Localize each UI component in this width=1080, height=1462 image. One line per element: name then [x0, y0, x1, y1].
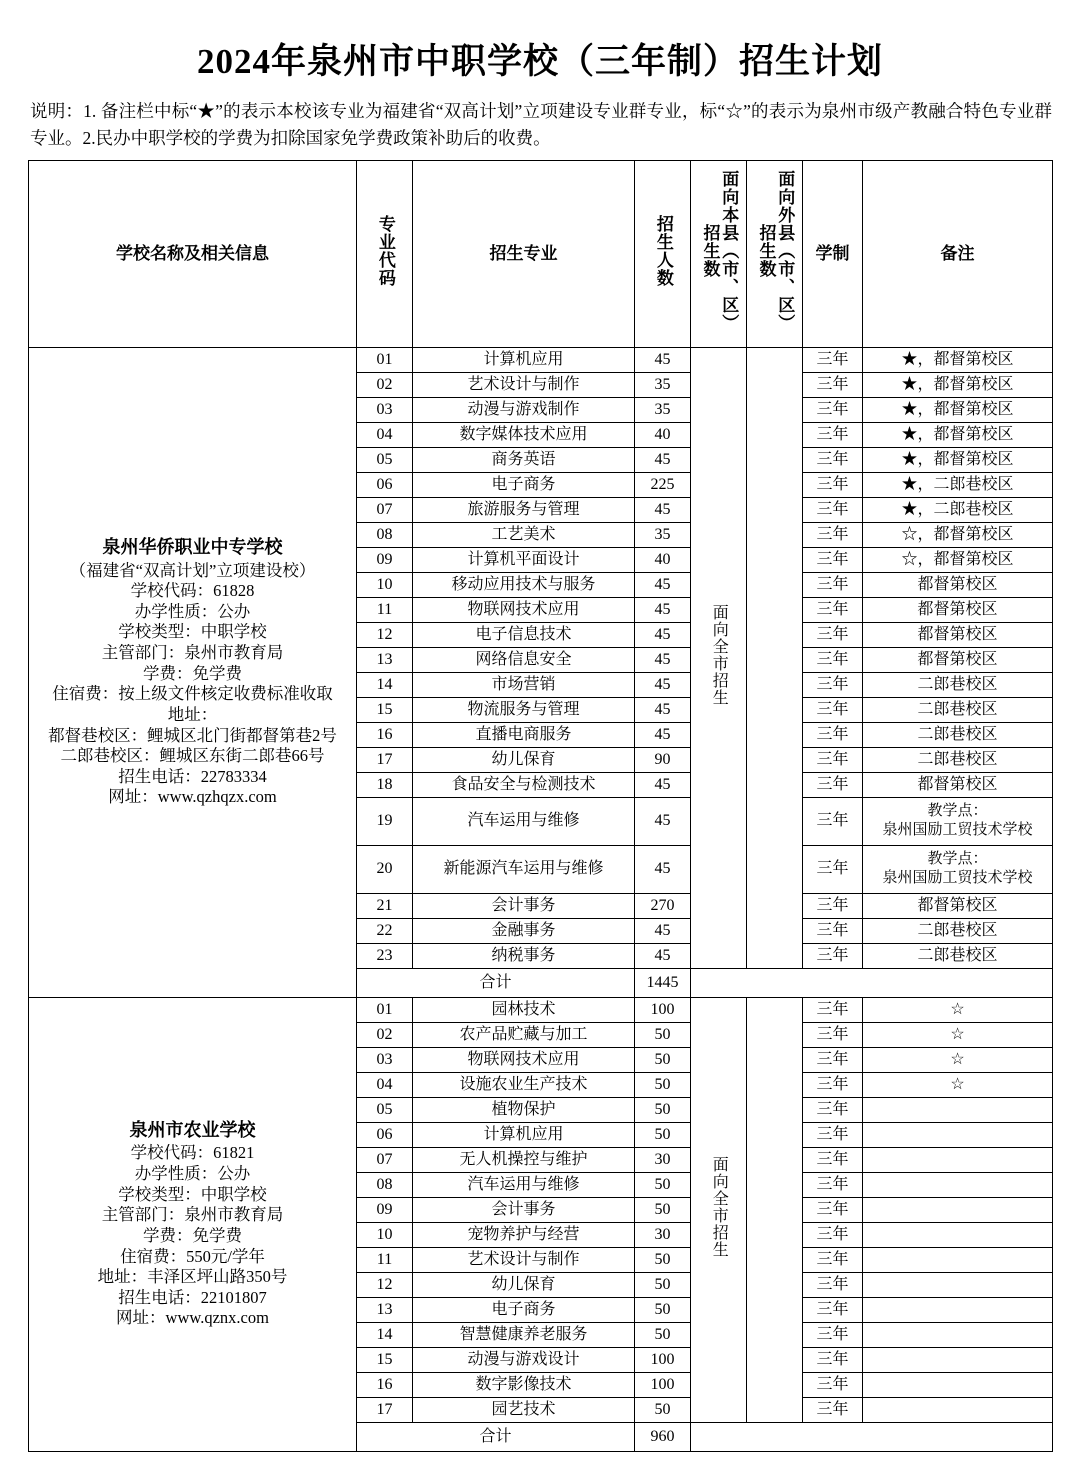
- cell-major-code: 05: [357, 1097, 413, 1122]
- cell-remark: [863, 1147, 1053, 1172]
- cell-enroll-count: 90: [635, 747, 691, 772]
- cell-major-code: 04: [357, 1072, 413, 1097]
- cell-major-code: 09: [357, 1197, 413, 1222]
- cell-remark: 教学点： 泉州国励工贸技术学校: [863, 845, 1053, 893]
- cell-remark: ☆: [863, 1022, 1053, 1047]
- header-major: 招生专业: [413, 161, 635, 347]
- cell-years: 三年: [803, 1397, 863, 1422]
- cell-years: 三年: [803, 1072, 863, 1097]
- cell-major-name: 汽车运用与维修: [413, 797, 635, 845]
- header-out-county: 面向外县（市、区）招生数: [747, 161, 803, 347]
- cell-enroll-count: 45: [635, 597, 691, 622]
- cell-major-name: 市场营销: [413, 672, 635, 697]
- page-title: 2024年泉州市中职学校（三年制）招生计划: [196, 42, 883, 81]
- cell-major-code: 13: [357, 1297, 413, 1322]
- cell-major-code: 16: [357, 1372, 413, 1397]
- cell-major-name: 食品安全与检测技术: [413, 772, 635, 797]
- cell-major-code: 04: [357, 422, 413, 447]
- cell-years: 三年: [803, 547, 863, 572]
- cell-major-code: 03: [357, 1047, 413, 1072]
- cell-major-name: 会计事务: [413, 1197, 635, 1222]
- cell-enroll-count: 35: [635, 522, 691, 547]
- cell-major-code: 14: [357, 1322, 413, 1347]
- cell-remark: 教学点： 泉州国励工贸技术学校: [863, 797, 1053, 845]
- cell-enroll-count: 50: [635, 1297, 691, 1322]
- cell-enroll-count: 45: [635, 918, 691, 943]
- cell-enroll-count: 50: [635, 1247, 691, 1272]
- cell-major-code: 08: [357, 1172, 413, 1197]
- cell-major-code: 23: [357, 943, 413, 968]
- cell-enroll-count: 100: [635, 1347, 691, 1372]
- cell-enroll-count: 45: [635, 943, 691, 968]
- cell-enroll-count: 30: [635, 1222, 691, 1247]
- cell-enroll-count: 50: [635, 1022, 691, 1047]
- cell-remark: ☆，都督第校区: [863, 547, 1053, 572]
- cell-remark: ☆: [863, 1047, 1053, 1072]
- cell-major-code: 10: [357, 1222, 413, 1247]
- cell-years: 三年: [803, 943, 863, 968]
- cell-major-name: 数字影像技术: [413, 1372, 635, 1397]
- cell-years: 三年: [803, 1022, 863, 1047]
- cell-enroll-count: 50: [635, 1322, 691, 1347]
- cell-years: 三年: [803, 522, 863, 547]
- total-label: 合计: [357, 1422, 635, 1451]
- cell-remark: ☆，都督第校区: [863, 522, 1053, 547]
- cell-years: 三年: [803, 472, 863, 497]
- table-row: [29, 997, 1053, 1022]
- cell-years: 三年: [803, 845, 863, 893]
- school-info-line: 主管部门：泉州市教育局: [101, 643, 284, 662]
- school-info-line: 住宿费：按上级文件核定收费标准收取: [52, 684, 333, 704]
- cell-remark: [863, 1222, 1053, 1247]
- cell-major-code: 03: [357, 397, 413, 422]
- cell-years: 三年: [803, 747, 863, 772]
- school-info-line: 二郎巷校区：鲤城区东街二郎巷66号: [60, 746, 325, 766]
- cell-enroll-count: 45: [635, 572, 691, 597]
- cell-remark: 二郎巷校区: [863, 943, 1053, 968]
- cell-years: 三年: [803, 1297, 863, 1322]
- cell-remark: 都督第校区: [863, 572, 1053, 597]
- cell-major-name: 设施农业生产技术: [413, 1072, 635, 1097]
- cell-years: 三年: [803, 1222, 863, 1247]
- cell-major-code: 02: [357, 1022, 413, 1047]
- cell-enroll-count: 45: [635, 447, 691, 472]
- cell-remark: 都督第校区: [863, 893, 1053, 918]
- school-info-line: 学费：免学费: [143, 663, 242, 683]
- cell-major-name: 工艺美术: [413, 522, 635, 547]
- cell-remark: [863, 1397, 1053, 1422]
- cell-remark: ★，都督第校区: [863, 372, 1053, 397]
- cell-remark: 都督第校区: [863, 597, 1053, 622]
- cell-remark: 二郎巷校区: [863, 697, 1053, 722]
- cell-major-name: 园艺技术: [413, 1397, 635, 1422]
- cell-years: 三年: [803, 1347, 863, 1372]
- cell-major-code: 20: [357, 845, 413, 893]
- cell-enroll-count: 40: [635, 547, 691, 572]
- school-info-line: 办学性质：公办: [134, 601, 251, 621]
- header-count: 招生人数: [635, 161, 691, 347]
- cell-remark: [863, 1247, 1053, 1272]
- cell-major-code: 01: [357, 997, 413, 1022]
- cell-major-name: 园林技术: [413, 997, 635, 1022]
- cell-years: 三年: [803, 1197, 863, 1222]
- cell-major-code: 17: [357, 1397, 413, 1422]
- header-school: 学校名称及相关信息: [29, 161, 357, 347]
- total-value: 960: [635, 1422, 691, 1451]
- school-info-line: 网址：www.qzhqzx.com: [108, 787, 277, 807]
- cell-enroll-count: 35: [635, 397, 691, 422]
- school-info-line: 招生电话：22783334: [118, 766, 267, 786]
- cell-enroll-count: 45: [635, 497, 691, 522]
- cell-years: 三年: [803, 722, 863, 747]
- school-info-line: 招生电话：22101807: [118, 1287, 267, 1307]
- cell-enroll-count: 50: [635, 1172, 691, 1197]
- cell-major-name: 无人机操控与维护: [413, 1147, 635, 1172]
- cell-major-code: 02: [357, 372, 413, 397]
- cell-enroll-count: 100: [635, 1372, 691, 1397]
- cell-remark: [863, 1297, 1053, 1322]
- school-info-line: 都督巷校区：鲤城区北门街都督第巷2号: [48, 725, 337, 745]
- header-remark: 备注: [863, 161, 1053, 347]
- cell-years: 三年: [803, 1097, 863, 1122]
- cell-major-name: 物流服务与管理: [413, 697, 635, 722]
- cell-enroll-count: 225: [635, 472, 691, 497]
- cell-major-code: 07: [357, 497, 413, 522]
- cell-enroll-count: 45: [635, 647, 691, 672]
- cell-major-name: 智慧健康养老服务: [413, 1322, 635, 1347]
- school-info-line: 学校类型：中职学校: [118, 622, 267, 642]
- cell-years: 三年: [803, 347, 863, 372]
- cell-remark: ★，二郎巷校区: [863, 472, 1053, 497]
- cell-years: 三年: [803, 597, 863, 622]
- school-info-cell: [29, 997, 357, 1451]
- cell-major-name: 艺术设计与制作: [413, 372, 635, 397]
- school-info-cell: [29, 347, 357, 997]
- cell-enroll-count: 45: [635, 797, 691, 845]
- cell-enroll-count: 50: [635, 1072, 691, 1097]
- cell-years: 三年: [803, 447, 863, 472]
- cell-major-code: 11: [357, 1247, 413, 1272]
- cell-enroll-count: 30: [635, 1147, 691, 1172]
- cell-major-code: 21: [357, 893, 413, 918]
- cell-years: 三年: [803, 1122, 863, 1147]
- cell-years: 三年: [803, 1372, 863, 1397]
- cell-major-code: 19: [357, 797, 413, 845]
- cell-years: 三年: [803, 893, 863, 918]
- school-info-line: （福建省“双高计划”立项建设校）: [69, 560, 316, 580]
- cell-years: 三年: [803, 572, 863, 597]
- cell-major-code: 15: [357, 1347, 413, 1372]
- cell-major-code: 22: [357, 918, 413, 943]
- cell-enroll-count: 45: [635, 622, 691, 647]
- header-code: 专业代码: [357, 161, 413, 347]
- cell-major-name: 物联网技术应用: [413, 1047, 635, 1072]
- school-info-line: 地址：丰泽区坪山路350号: [97, 1267, 288, 1287]
- cell-enroll-count: 45: [635, 845, 691, 893]
- cell-major-name: 物联网技术应用: [413, 597, 635, 622]
- cell-major-code: 01: [357, 347, 413, 372]
- cell-remark: [863, 1272, 1053, 1297]
- cell-remark: [863, 1097, 1053, 1122]
- cell-major-code: 12: [357, 1272, 413, 1297]
- cell-enroll-count: 270: [635, 893, 691, 918]
- cell-years: 三年: [803, 1147, 863, 1172]
- cell-enroll-count: 50: [635, 1097, 691, 1122]
- cell-remark: ☆: [863, 997, 1053, 1022]
- cell-enroll-count: 45: [635, 697, 691, 722]
- cell-major-code: 08: [357, 522, 413, 547]
- cell-enroll-scope: 面向全市招生: [691, 997, 747, 1422]
- cell-enroll-count: 50: [635, 1272, 691, 1297]
- cell-enroll-count: 45: [635, 347, 691, 372]
- cell-years: 三年: [803, 372, 863, 397]
- cell-major-name: 纳税事务: [413, 943, 635, 968]
- cell-remark: 都督第校区: [863, 622, 1053, 647]
- cell-years: 三年: [803, 647, 863, 672]
- cell-remark: [863, 1197, 1053, 1222]
- cell-remark: ★，都督第校区: [863, 447, 1053, 472]
- cell-remark: 二郎巷校区: [863, 918, 1053, 943]
- cell-years: 三年: [803, 1172, 863, 1197]
- cell-major-name: 动漫与游戏设计: [413, 1347, 635, 1372]
- cell-major-name: 幼儿保育: [413, 1272, 635, 1297]
- cell-major-code: 05: [357, 447, 413, 472]
- cell-enroll-count: 35: [635, 372, 691, 397]
- cell-major-name: 汽车运用与维修: [413, 1172, 635, 1197]
- cell-enroll-count: 50: [635, 1047, 691, 1072]
- cell-major-name: 新能源汽车运用与维修: [413, 845, 635, 893]
- cell-years: 三年: [803, 918, 863, 943]
- cell-major-name: 金融事务: [413, 918, 635, 943]
- total-value: 1445: [635, 968, 691, 997]
- cell-years: 三年: [803, 622, 863, 647]
- school-info-line: 办学性质：公办: [134, 1164, 251, 1184]
- total-blank: [691, 1422, 1053, 1451]
- cell-enroll-count: 50: [635, 1122, 691, 1147]
- cell-major-code: 13: [357, 647, 413, 672]
- cell-years: 三年: [803, 997, 863, 1022]
- cell-major-name: 农产品贮藏与加工: [413, 1022, 635, 1047]
- cell-major-name: 网络信息安全: [413, 647, 635, 672]
- cell-major-name: 动漫与游戏制作: [413, 397, 635, 422]
- cell-major-name: 宠物养护与经营: [413, 1222, 635, 1247]
- cell-major-code: 11: [357, 597, 413, 622]
- cell-years: 三年: [803, 497, 863, 522]
- school-info-line: 地址：: [167, 704, 218, 724]
- cell-major-code: 06: [357, 1122, 413, 1147]
- cell-major-name: 旅游服务与管理: [413, 497, 635, 522]
- cell-major-name: 计算机应用: [413, 1122, 635, 1147]
- enrollment-plan-table: [28, 160, 1053, 1451]
- cell-years: 三年: [803, 797, 863, 845]
- cell-major-code: 17: [357, 747, 413, 772]
- cell-major-name: 电子商务: [413, 1297, 635, 1322]
- cell-years: 三年: [803, 1322, 863, 1347]
- header-years: 学制: [803, 161, 863, 347]
- header-in-county: 面向本县（市、区）招生数: [691, 161, 747, 347]
- cell-remark: ★，二郎巷校区: [863, 497, 1053, 522]
- cell-remark: [863, 1322, 1053, 1347]
- cell-remark: 都督第校区: [863, 772, 1053, 797]
- total-blank: [691, 968, 1053, 997]
- cell-remark: 二郎巷校区: [863, 672, 1053, 697]
- cell-major-name: 移动应用技术与服务: [413, 572, 635, 597]
- cell-major-name: 艺术设计与制作: [413, 1247, 635, 1272]
- cell-remark: 二郎巷校区: [863, 722, 1053, 747]
- cell-enroll-count: 45: [635, 772, 691, 797]
- cell-enroll-count: 40: [635, 422, 691, 447]
- table-row: [29, 347, 1053, 372]
- school-info-line: 住宿费：550元/学年: [120, 1246, 265, 1266]
- school-info-line: 学校代码：61828: [130, 581, 255, 601]
- cell-major-name: 电子商务: [413, 472, 635, 497]
- cell-remark: 二郎巷校区: [863, 747, 1053, 772]
- cell-major-name: 幼儿保育: [413, 747, 635, 772]
- cell-major-name: 数字媒体技术应用: [413, 422, 635, 447]
- school-info-line: 网址：www.qznx.com: [116, 1308, 269, 1328]
- cell-major-name: 电子信息技术: [413, 622, 635, 647]
- cell-major-name: 商务英语: [413, 447, 635, 472]
- cell-major-name: 计算机应用: [413, 347, 635, 372]
- cell-years: 三年: [803, 1272, 863, 1297]
- school-name: 泉州华侨职业中专学校: [102, 537, 283, 557]
- total-label: 合计: [357, 968, 635, 997]
- cell-years: 三年: [803, 697, 863, 722]
- cell-major-name: 计算机平面设计: [413, 547, 635, 572]
- cell-major-code: 09: [357, 547, 413, 572]
- cell-remark: [863, 1172, 1053, 1197]
- cell-enroll-count: 50: [635, 1197, 691, 1222]
- school-info-line: 学费：免学费: [143, 1225, 242, 1245]
- cell-out-county-count: [747, 347, 803, 968]
- cell-remark: ★，都督第校区: [863, 397, 1053, 422]
- school-name: 泉州市农业学校: [129, 1119, 256, 1140]
- cell-major-name: 植物保护: [413, 1097, 635, 1122]
- school-info-line: 学校代码：61821: [130, 1143, 255, 1163]
- cell-enroll-count: 50: [635, 1397, 691, 1422]
- table-header-row: [29, 161, 1053, 347]
- cell-major-code: 16: [357, 722, 413, 747]
- cell-years: 三年: [803, 397, 863, 422]
- cell-major-code: 18: [357, 772, 413, 797]
- cell-remark: 都督第校区: [863, 647, 1053, 672]
- cell-enroll-scope: 面向全市招生: [691, 347, 747, 968]
- cell-major-code: 12: [357, 622, 413, 647]
- note-text: 说明：1. 备注栏中标“★”的表示本校该专业为福建省“双高计划”立项建设专业群专业，标“☆”的表示为泉州市级产教融合特色专业群专业。2.民办中职学校的学费为扣除国家免学费政策补助后的收费。: [30, 101, 1052, 149]
- cell-enroll-count: 100: [635, 997, 691, 1022]
- cell-major-code: 10: [357, 572, 413, 597]
- school-info-line: 学校类型：中职学校: [118, 1184, 267, 1204]
- cell-major-code: 15: [357, 697, 413, 722]
- cell-remark: ☆: [863, 1072, 1053, 1097]
- cell-remark: [863, 1347, 1053, 1372]
- cell-major-code: 06: [357, 472, 413, 497]
- cell-major-name: 直播电商服务: [413, 722, 635, 747]
- cell-years: 三年: [803, 672, 863, 697]
- cell-enroll-count: 45: [635, 672, 691, 697]
- cell-major-code: 07: [357, 1147, 413, 1172]
- cell-enroll-count: 45: [635, 722, 691, 747]
- cell-out-county-count: [747, 997, 803, 1422]
- cell-years: 三年: [803, 772, 863, 797]
- cell-remark: [863, 1372, 1053, 1397]
- table-body: [29, 347, 1053, 1451]
- cell-remark: ★，都督第校区: [863, 422, 1053, 447]
- cell-remark: [863, 1122, 1053, 1147]
- cell-remark: ★，都督第校区: [863, 347, 1053, 372]
- cell-years: 三年: [803, 1247, 863, 1272]
- cell-years: 三年: [803, 1047, 863, 1072]
- cell-major-code: 14: [357, 672, 413, 697]
- cell-major-name: 会计事务: [413, 893, 635, 918]
- school-info-line: 主管部门：泉州市教育局: [101, 1205, 284, 1225]
- cell-years: 三年: [803, 422, 863, 447]
